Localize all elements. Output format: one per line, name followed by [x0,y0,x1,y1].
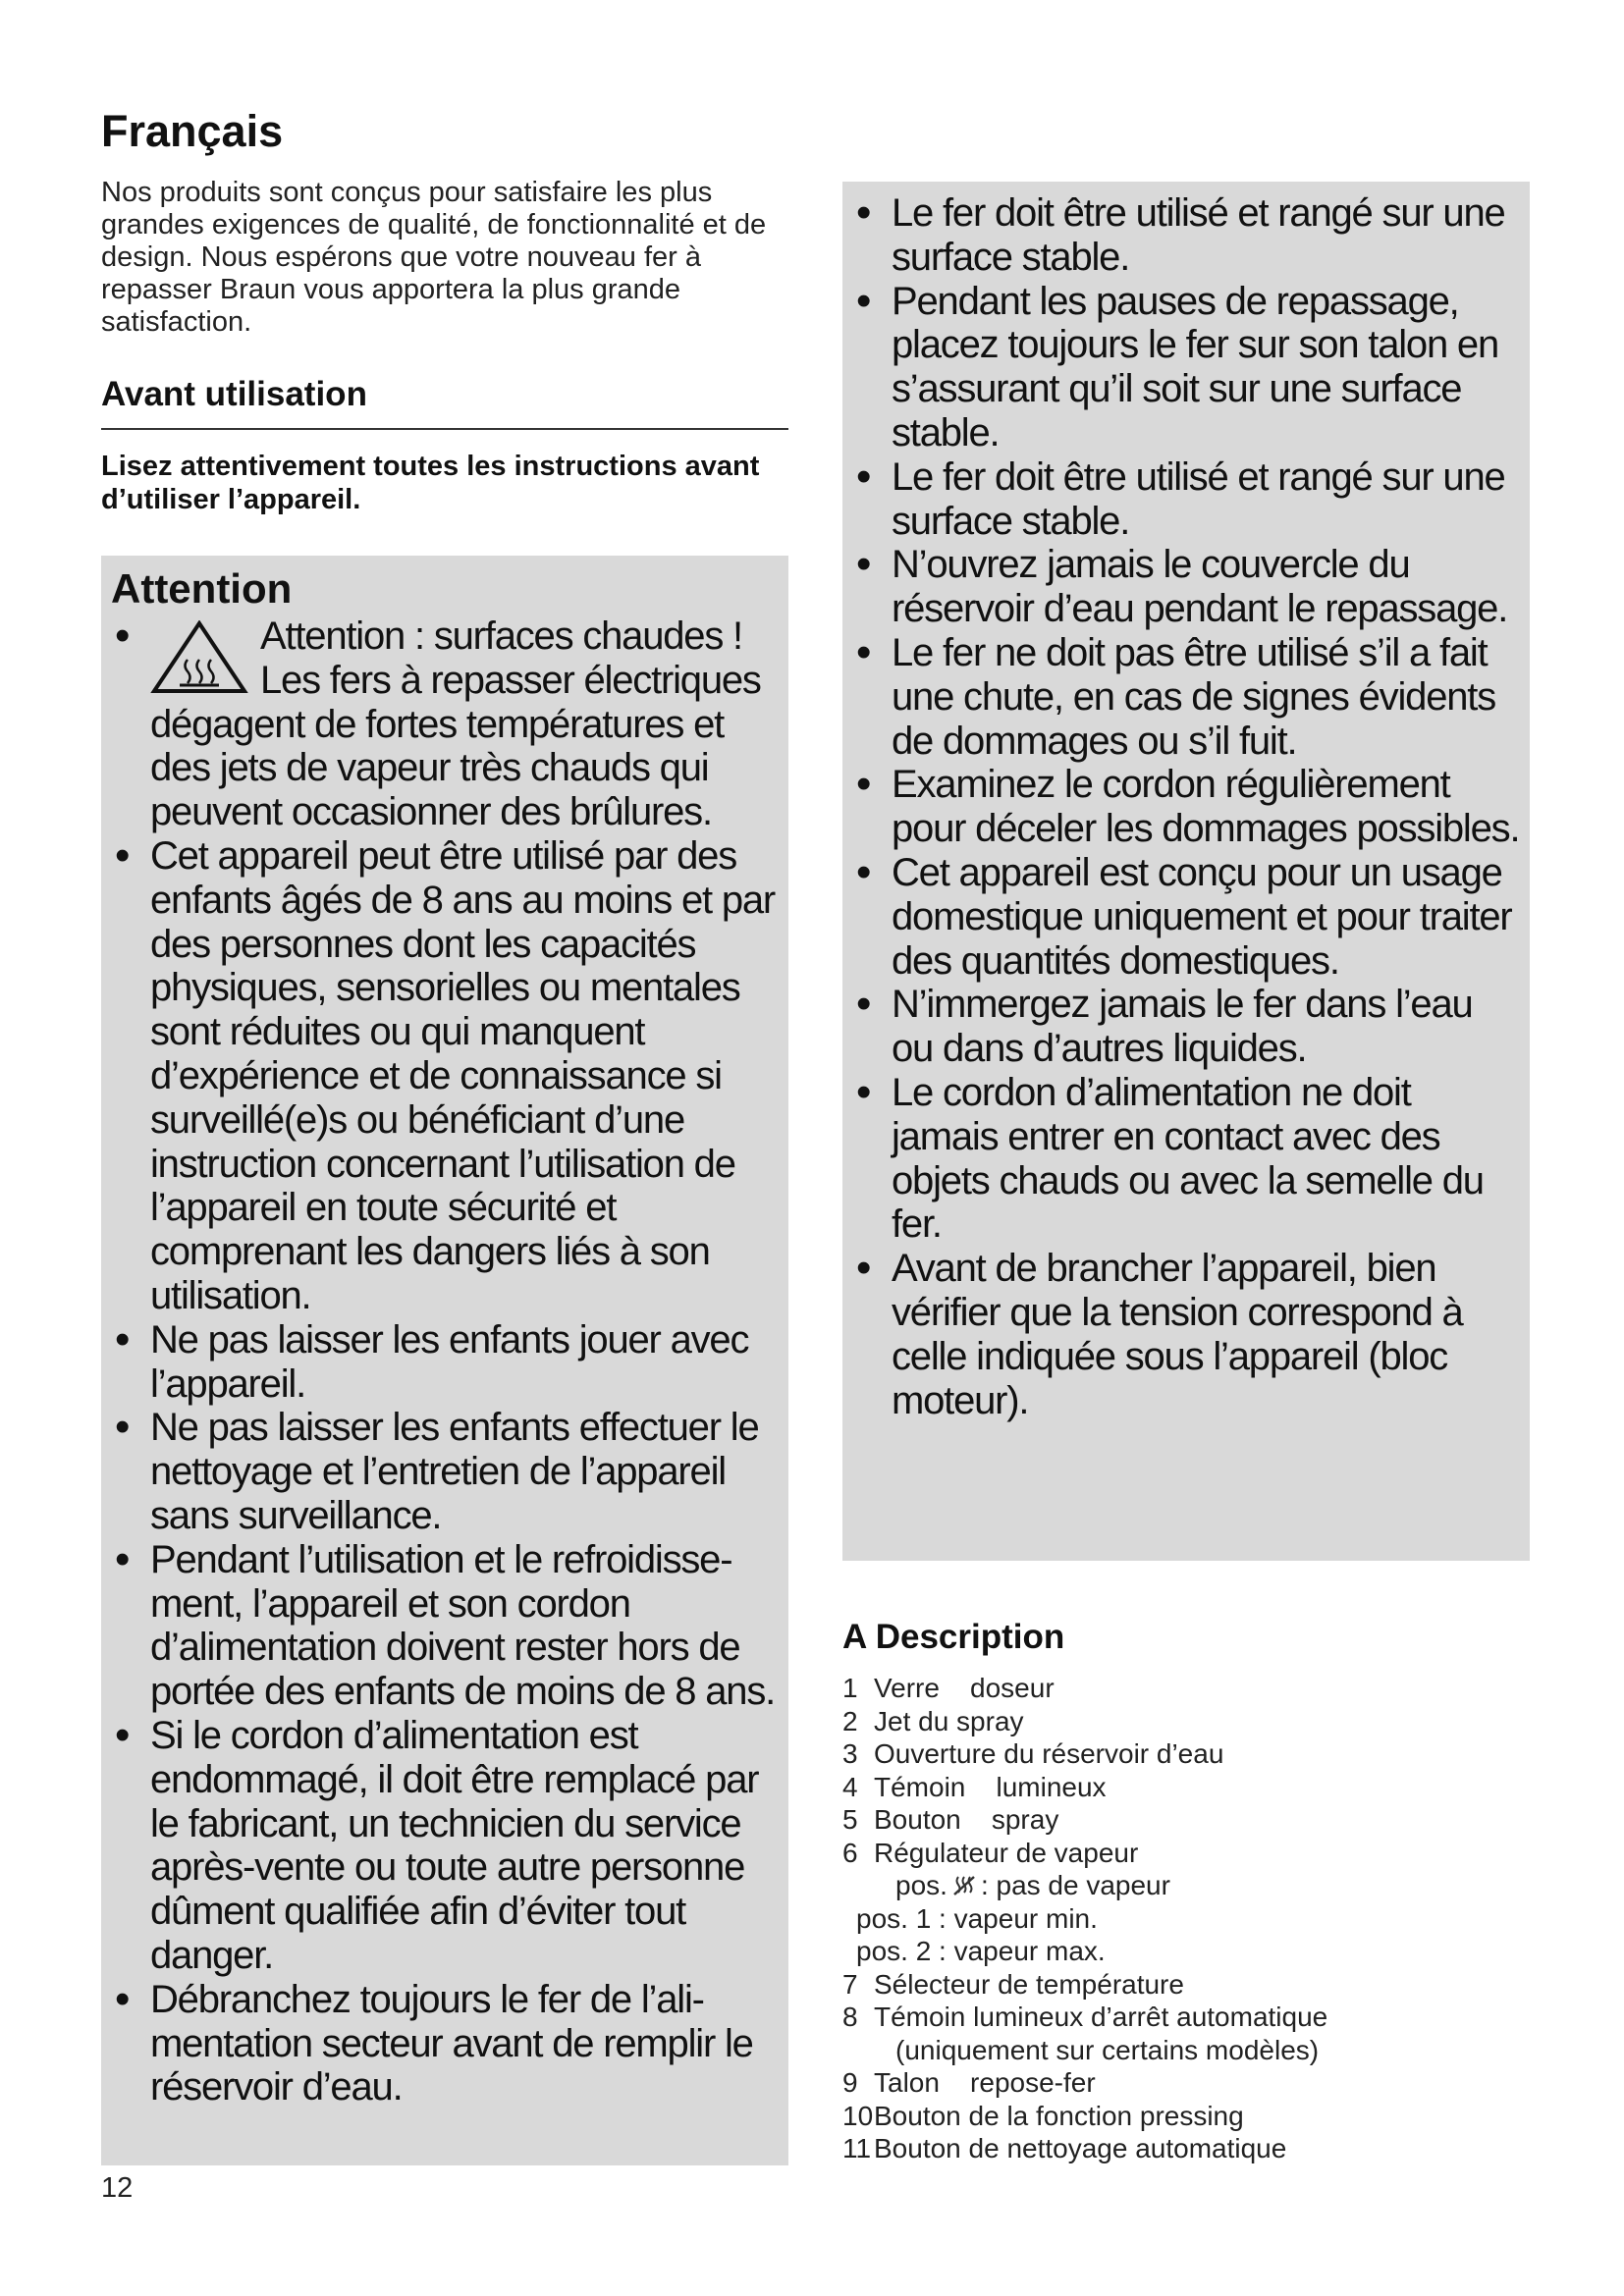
attention-title: Attention [111,565,293,612]
item-note: (uniquement sur certains modèles) [895,2034,1320,2065]
list-item [842,2066,1530,2100]
list-item [842,1968,1530,2002]
description-list [842,1672,1530,2165]
list-item: • Le fer doit être utilisé et rangé sur une surface stable. [842,191,1520,280]
list-item: • Le cordon d’alimentation ne doit jamais entrer en contact avec des objets chauds ou avec la semelle du fer. [842,1071,1520,1247]
list-item [842,1803,1530,1837]
attention-box [101,556,788,2165]
list-item [842,1869,1530,1902]
item-label: Ouverture du réservoir d’eau [874,1738,1224,1769]
list-item: • N’ouvrez jamais le couvercle du réservoir d’eau pendant le repassage. [842,543,1520,631]
item-number: 5 [842,1804,858,1835]
list-item [842,2132,1530,2165]
item-number: 10 [842,2100,874,2131]
page-number: 12 [101,2172,134,2204]
list-item [842,1902,1530,1936]
safety-continued-box [842,182,1530,1561]
list-item: • Examinez le cordon régulièrement pour déceler les dommages possibles. [842,763,1520,851]
hot-surface-text: Attention : surfaces chaudes ! Les fers à repasser électriques dégagent de fortes températures et des jets de vapeur très chauds qui peuvent occasionner des brûlures. [150,614,761,834]
item-number: 8 [842,2002,858,2032]
list-item [101,614,779,834]
item-number: 9 [842,2067,858,2098]
steam-position-2: pos. 2 : vapeur max. [856,1936,1106,1966]
list-item: • N’immergez jamais le fer dans l’eau ou dans d’autres liquides. [842,983,1520,1071]
item-number: 3 [842,1738,858,1769]
item-label: Talon repose-fer [874,2067,1096,2098]
list-item: • Cet appareil est conçu pour un usage domestique uniquement et pour traiter des quantités domestiques. [842,851,1520,983]
list-item [842,2100,1530,2133]
item-label: Témoin lumineux d’arrêt automatique [874,2002,1328,2032]
item-label: Bouton de nettoyage automatique [874,2133,1287,2163]
steam-position-0 [842,1869,1530,1902]
item-number: 6 [842,1837,858,1868]
item-number: 2 [842,1705,858,1736]
item-label: Témoin lumineux [874,1771,1107,1802]
item-label: Régulateur de vapeur [874,1837,1139,1868]
hot-surface-warning-icon [150,620,248,695]
list-item: • Le fer ne doit pas être utilisé s’il a fait une chute, en cas de signes évidents de dommages ou s’il fuit. [842,631,1520,763]
before-use-heading: Avant utilisation [101,375,367,413]
pos-text: : pas de vapeur [980,1870,1170,1900]
section-divider [101,428,788,430]
item-number: 11 [842,2133,872,2163]
page-title: Français [101,106,284,156]
list-item: • Avant de brancher l’appareil, bien vérifier que la tension correspond à celle indiquée sous l’appareil (bloc moteur). [842,1247,1520,1422]
steam-position-1: pos. 1 : vapeur min. [856,1902,1098,1934]
safety-list [842,191,1520,1422]
list-item: • Ne pas laisser les enfants jouer avec l’appareil. [101,1318,779,1407]
read-instructions-notice: Lisez attentivement toutes les instructions avant d’utiliser l’appareil. [101,451,760,515]
list-item: • Pendant l’utilisation et le refroidissement, l’appareil et son cordon d’alimentation doivent rester hors de portée des enfants de moins de 8 ans. [101,1538,779,1714]
item-label: Bouton de la fonction pressing [874,2100,1244,2131]
list-item [842,1705,1530,1738]
list-item: • Ne pas laisser les enfants effectuer le nettoyage et l’entretien de l’appareil sans surveillance. [101,1406,779,1537]
list-item [842,1672,1530,1705]
no-steam-icon [951,1874,977,1897]
list-item: • Le fer doit être utilisé et rangé sur une surface stable. [842,455,1520,544]
list-item: • Pendant les pauses de repassage, placez toujours le fer sur son talon en s’assurant qu’il soit sur une surface stable. [842,280,1520,455]
item-label: Bouton spray [874,1804,1059,1835]
list-item: • Cet appareil peut être utilisé par des enfants âgés de 8 ans au moins et par des personnes dont les capacités physiques, sensorielles ou mentales sont réduites ou qui manquent d’expérience et de connaissance si surveillé(e)s ou bénéficiant d’une instruction concernant l’utilisation de l’appareil en toute sécurité et comprenant les dangers liés à son utilisation. [101,834,779,1318]
list-item [842,1837,1530,1870]
item-label: Verre doseur [874,1673,1055,1703]
item-number: 4 [842,1771,858,1802]
list-item: • Si le cordon d’alimentation est endommagé, il doit être remplacé par le fabricant, un technicien du service après-vente ou toute autre personne dûment qualifiée afin d’éviter tout danger. [101,1714,779,1978]
list-item [842,1771,1530,1804]
list-item [842,1935,1530,1968]
item-number: 1 [842,1673,858,1703]
list-item [842,1737,1530,1771]
list-item: • Débranchez toujours le fer de l’alimentation secteur avant de remplir le réservoir d’eau. [101,1978,779,2109]
item-label: Sélecteur de température [874,1968,1184,2000]
item-label: Jet du spray [874,1705,1024,1736]
list-item [842,2034,1530,2067]
list-item [842,2001,1530,2034]
intro-paragraph: Nos produits sont conçus pour satisfaire les plus grandes exigences de qualité, de fonctionnalité et de design. Nous espérons que votre nouveau fer à repasser Braun vous apportera la plus grande satisfaction. [101,177,767,338]
item-number: 7 [842,1968,858,2000]
description-heading: A Description [842,1618,1065,1656]
attention-list [101,614,779,2109]
pos-prefix: pos. [895,1870,947,1900]
